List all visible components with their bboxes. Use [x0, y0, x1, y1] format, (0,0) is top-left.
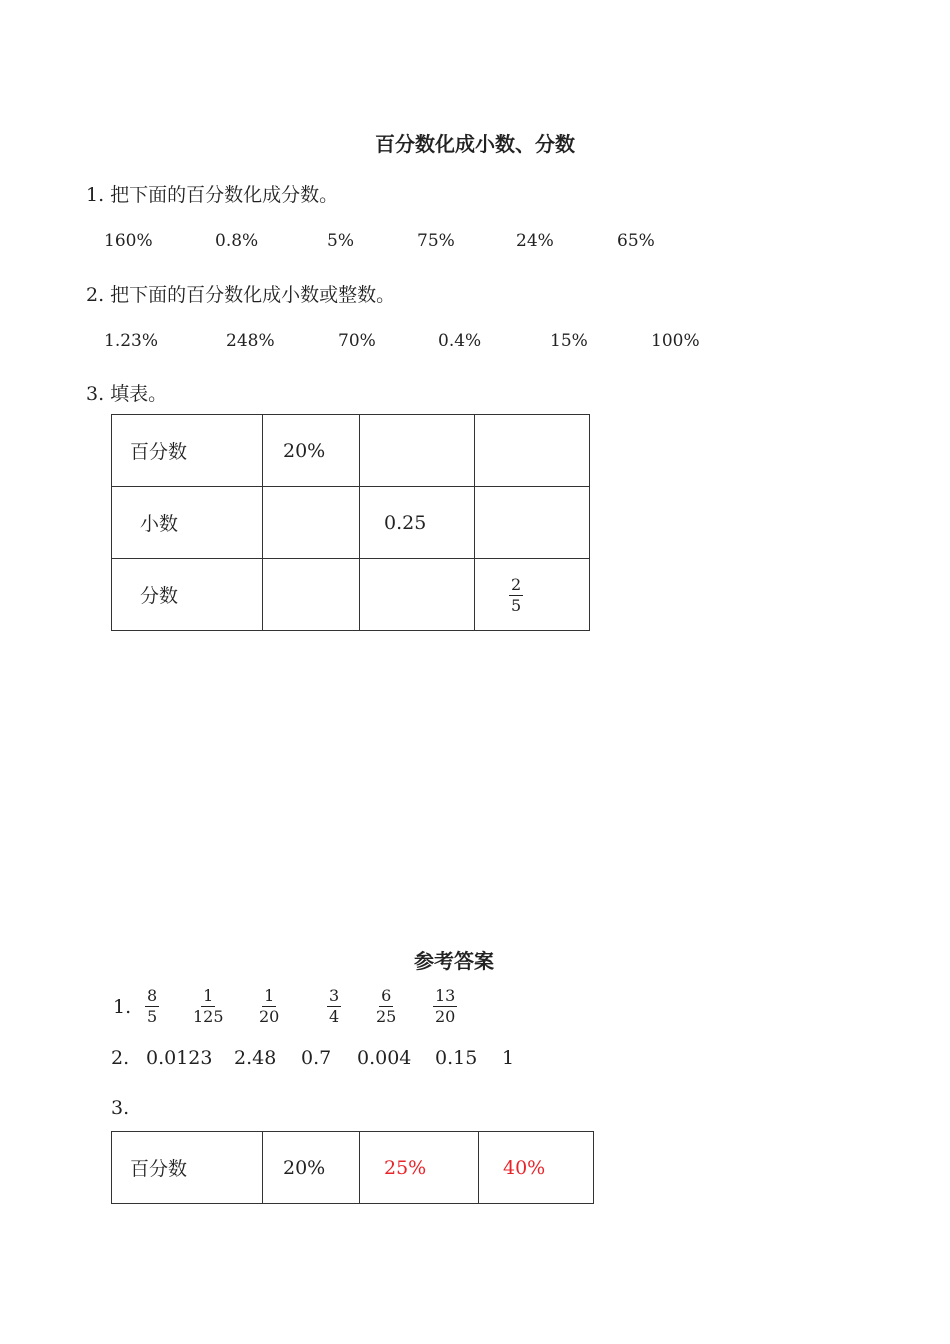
- row-header-percent: 百分数: [112, 1132, 263, 1204]
- cell-blank[interactable]: [263, 487, 360, 559]
- page-title: 百分数化成小数、分数: [375, 132, 575, 156]
- q2-item: 248%: [226, 331, 275, 351]
- q2-item: 15%: [550, 331, 588, 351]
- a2-value: 0.15: [435, 1047, 478, 1069]
- a2-value: 2.48: [234, 1047, 277, 1069]
- answers-title: 参考答案: [414, 949, 494, 973]
- question-1-label: 1. 把下面的百分数化成分数。: [86, 184, 339, 206]
- fraction: $\frac{6}{25}$: [376, 986, 397, 1026]
- answer-3-label: 3.: [111, 1097, 130, 1119]
- question-3-label: 3. 填表。: [86, 383, 168, 405]
- fraction: $\frac{8}{5}$: [147, 986, 158, 1026]
- cell-decimal-given: 0.25: [360, 487, 475, 559]
- fraction: $\frac{3}{4}$: [329, 986, 340, 1026]
- cell-blank[interactable]: [360, 559, 475, 631]
- answer-2: [0, 1047, 950, 1073]
- fraction: $\frac{2}{5}$: [511, 575, 522, 615]
- cell-percent: 20%: [263, 1132, 360, 1204]
- fraction: $\frac{1}{125}$: [193, 986, 224, 1026]
- cell-answer-percent: 40%: [479, 1132, 594, 1204]
- q1-item: 65%: [617, 231, 655, 251]
- answer-2-label: 2.: [111, 1047, 130, 1069]
- answer-1-label: 1.: [113, 996, 132, 1018]
- question-1-items: [0, 231, 950, 255]
- answer-1-fractions: [0, 986, 950, 1034]
- fraction: $\frac{1}{20}$: [259, 986, 280, 1026]
- question-2-items: [0, 331, 950, 355]
- question-2-label: 2. 把下面的百分数化成小数或整数。: [86, 284, 396, 306]
- q2-item: 70%: [338, 331, 376, 351]
- cell-percent-given: 20%: [263, 415, 360, 487]
- q2-item: 100%: [651, 331, 700, 351]
- q2-item: 0.4%: [438, 331, 482, 351]
- row-header-percent: 百分数: [112, 415, 263, 487]
- fraction: $\frac{13}{20}$: [435, 986, 456, 1026]
- row-header-decimal: 小数: [112, 487, 263, 559]
- a2-value: 1: [502, 1047, 515, 1069]
- q1-item: 0.8%: [215, 231, 259, 251]
- fill-table: [111, 414, 590, 631]
- cell-blank[interactable]: [263, 559, 360, 631]
- cell-blank[interactable]: [475, 415, 590, 487]
- q1-item: 5%: [327, 231, 354, 251]
- cell-blank[interactable]: [475, 487, 590, 559]
- q1-item: 75%: [417, 231, 455, 251]
- cell-fraction-given: [475, 559, 590, 631]
- q1-item: 160%: [104, 231, 153, 251]
- a2-value: 0.004: [357, 1047, 412, 1069]
- row-header-fraction: 分数: [112, 559, 263, 631]
- a2-value: 0.0123: [146, 1047, 213, 1069]
- cell-blank[interactable]: [360, 415, 475, 487]
- answer-table: [111, 1131, 594, 1204]
- q1-item: 24%: [516, 231, 554, 251]
- q2-item: 1.23%: [104, 331, 159, 351]
- a2-value: 0.7: [301, 1047, 332, 1069]
- cell-answer-percent: 25%: [360, 1132, 479, 1204]
